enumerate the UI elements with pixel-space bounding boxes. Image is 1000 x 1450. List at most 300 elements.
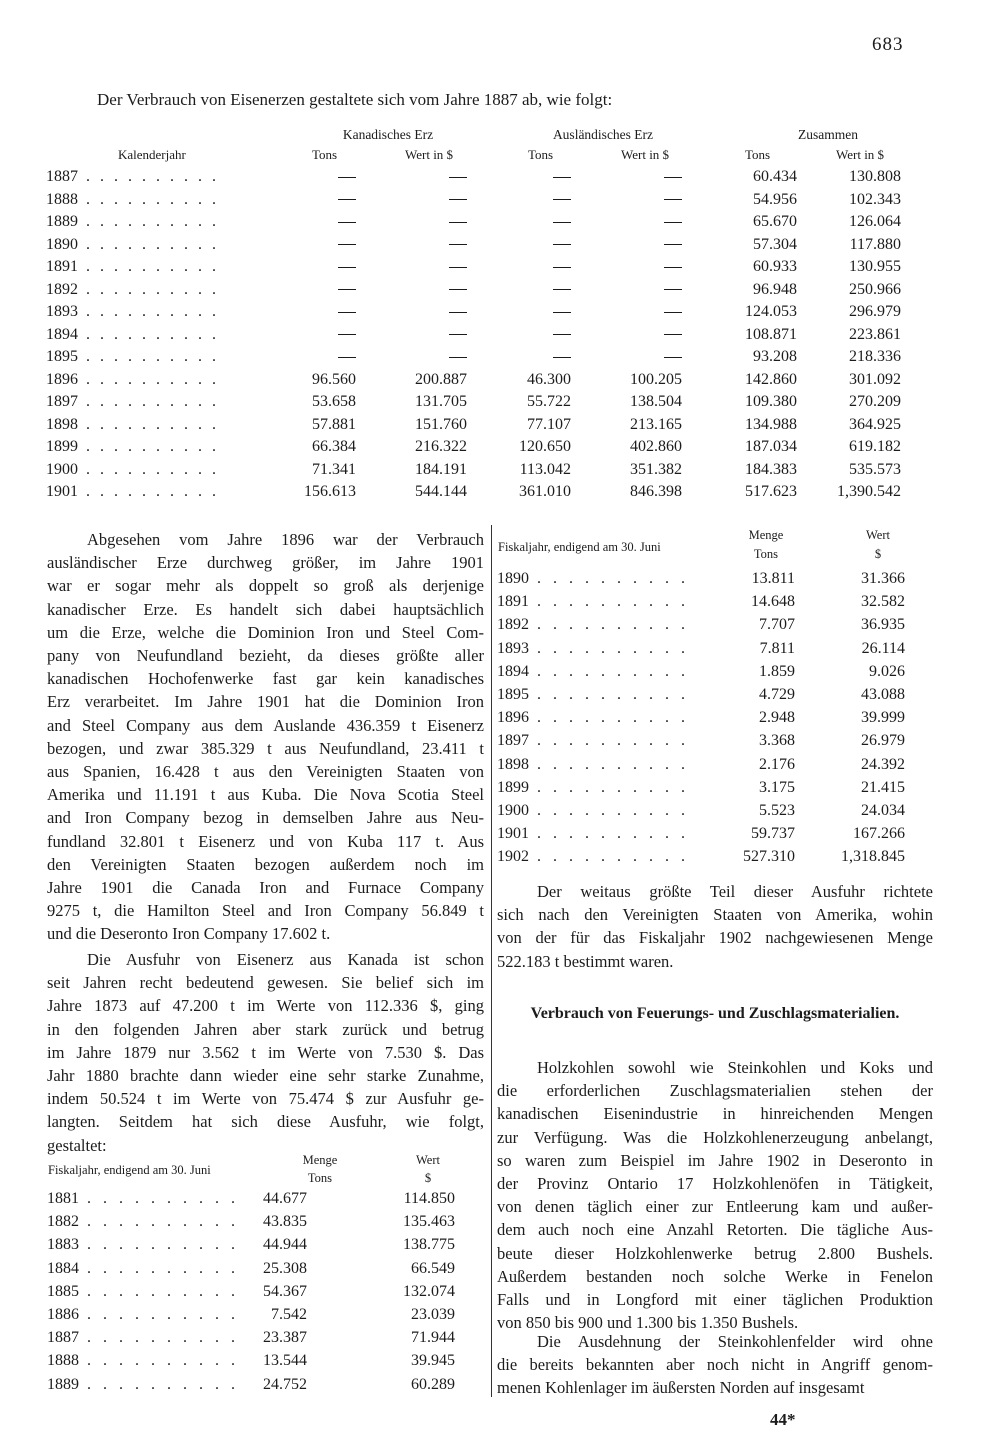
value-cell: 846.398 <box>630 483 682 500</box>
text-line: zur Verfügung. Was die Holzkohlenerzeugung anbelangt, <box>497 1127 933 1147</box>
text-line: in den folgenden Jahren aber stark zurück und betrug <box>47 1019 484 1039</box>
dot-leader: . . . . . . . . . . <box>87 1352 239 1370</box>
table-row <box>46 168 926 191</box>
dot-leader: . . . . . . . . . . <box>87 1329 239 1347</box>
value-cell: 364.925 <box>849 415 901 433</box>
tons-cell: 4.729 <box>759 685 795 703</box>
value-cell: 23.039 <box>411 1305 455 1323</box>
tons-cell: 43.835 <box>263 1213 307 1231</box>
table-row <box>497 616 907 639</box>
text-line: war er sogar mehr als doppelt so groß als derjenige <box>47 576 484 596</box>
value-cell: 66.384 <box>312 438 356 455</box>
empty-cell-dash <box>449 236 467 254</box>
dot-leader: . . . . . . . . . . <box>86 280 219 298</box>
dot-leader: . . . . . . . . . . <box>86 460 219 478</box>
value-cell: 109.380 <box>745 393 797 410</box>
empty-cell-dash <box>449 168 467 186</box>
dot-leader: . . . . . . . . . . <box>537 755 689 773</box>
value-cell: 32.582 <box>861 593 905 611</box>
table2-header-menge: Menge <box>302 1153 338 1167</box>
year-cell: 1886 <box>47 1305 79 1323</box>
table-row <box>46 191 926 214</box>
header-value-total: Wert in $ <box>836 147 885 162</box>
text-line: Amerika und 11.191 t aus Kuba. Die Nova Scotia Steel <box>47 785 484 805</box>
value-cell: 113.042 <box>519 460 571 478</box>
header-canadian: Kanadisches Erz <box>342 127 434 142</box>
tons-cell: 44.677 <box>263 1190 307 1207</box>
dot-leader: . . . . . . . . . . <box>86 393 219 410</box>
text-line: so waren zum Beispiel im Jahre 1902 in Deseronto in <box>497 1150 933 1170</box>
text-line: gestaltet: <box>47 1135 107 1155</box>
dot-leader: . . . . . . . . . . <box>86 370 219 388</box>
text-line: und die Deseronto Iron Company 17.602 t. <box>47 924 331 944</box>
dot-leader: . . . . . . . . . . <box>86 325 219 343</box>
dot-leader: . . . . . . . . . . <box>537 825 689 843</box>
table3-body <box>497 570 907 871</box>
tons-cell: 13.544 <box>263 1352 307 1370</box>
value-cell: 39.945 <box>411 1352 455 1370</box>
dot-leader: . . . . . . . . . . <box>537 732 689 750</box>
value-cell: 124.053 <box>745 303 797 320</box>
dot-leader: . . . . . . . . . . <box>537 709 689 727</box>
dot-leader: . . . . . . . . . . <box>87 1236 239 1254</box>
tons-cell: 54.367 <box>263 1282 307 1300</box>
year-cell: 1888 <box>47 1352 79 1370</box>
year-cell: 1901 <box>497 825 529 843</box>
empty-cell-dash <box>338 348 356 366</box>
value-cell: 402.860 <box>630 438 682 455</box>
year-cell: 1896 <box>46 370 78 388</box>
dot-leader: . . . . . . . . . . <box>87 1375 239 1393</box>
year-cell: 1900 <box>46 460 78 478</box>
value-cell: 43.088 <box>861 685 905 703</box>
tons-cell: 2.948 <box>759 709 795 727</box>
year-cell: 1900 <box>497 801 529 819</box>
empty-cell-dash <box>449 213 467 231</box>
table-row <box>46 438 926 461</box>
tons-cell: 14.648 <box>751 593 795 611</box>
empty-cell-dash <box>553 168 571 186</box>
table-row <box>46 236 926 259</box>
dot-leader: . . . . . . . . . . <box>537 639 689 657</box>
value-cell: 31.366 <box>861 570 905 587</box>
year-cell: 1901 <box>46 483 78 500</box>
dot-leader: . . . . . . . . . . <box>87 1305 239 1323</box>
dot-leader: . . . . . . . . . . <box>86 168 219 185</box>
text-line: indem 50.524 t im Werte von 75.474 $ zur Ausfuhr ge- <box>47 1089 484 1109</box>
dot-leader: . . . . . . . . . . <box>87 1190 239 1207</box>
table3-header-tons: Tons <box>753 547 779 561</box>
text-line: von denen täglich einer zur Entleerung kam und außer- <box>497 1197 933 1217</box>
value-cell: 71.944 <box>411 1329 455 1347</box>
dot-leader: . . . . . . . . . . <box>537 616 689 634</box>
table-row <box>47 1376 467 1399</box>
table-row <box>47 1329 467 1352</box>
text-line: langten. Seitdem hat sich diese Ausfuhr, wie folgt, <box>47 1112 484 1132</box>
text-line: 9275 t, die Hamilton Steel and Iron Company 56.849 t <box>47 901 484 921</box>
header-value-canadian: Wert in $ <box>405 147 454 162</box>
text-line: Die Ausfuhr von Eisenerz aus Kanada ist schon <box>87 950 484 969</box>
table-row <box>46 371 926 394</box>
dot-leader: . . . . . . . . . . <box>86 348 219 365</box>
year-cell: 1889 <box>47 1375 79 1393</box>
dot-leader: . . . . . . . . . . <box>537 685 689 703</box>
table2-header-tons: Tons <box>307 1171 333 1185</box>
text-line: sich nach den Vereinigten Staaten von Amerika, wohin <box>497 905 933 925</box>
empty-cell-dash <box>664 326 682 344</box>
header-tons-total: Tons <box>745 147 771 162</box>
intro-sentence: Der Verbrauch von Eisenerzen gestaltete sich vom Jahre 1887 ab, wie folgt: <box>97 90 613 109</box>
empty-cell-dash <box>664 213 682 231</box>
text-line: aus Spanien, 16.428 t aus den Vereinigten Staaten von <box>47 762 484 782</box>
value-cell: 102.343 <box>849 190 901 208</box>
text-line: Holzkohlen sowohl wie Steinkohlen und Koks und <box>537 1058 933 1077</box>
text-line: and Steel Company aus dem Auslande 436.359 t Eisenerz <box>47 715 484 735</box>
value-cell: 21.415 <box>861 778 905 796</box>
table-row <box>47 1260 467 1283</box>
tons-cell: 527.310 <box>743 848 795 866</box>
year-cell: 1891 <box>46 258 78 275</box>
value-cell: 65.670 <box>753 213 797 230</box>
right-paragraph-1 <box>497 880 933 973</box>
empty-cell-dash <box>338 258 356 276</box>
year-cell: 1884 <box>47 1259 79 1277</box>
text-line: kanadischen Hochofenwerke fast gar kein kanadisches <box>47 669 484 689</box>
dot-leader: . . . . . . . . . . <box>537 801 689 819</box>
table-row <box>497 570 907 593</box>
table-row <box>47 1283 467 1306</box>
value-cell: 71.341 <box>312 460 356 478</box>
table3-header-unit: $ <box>874 547 882 561</box>
empty-cell-dash <box>553 303 571 321</box>
empty-cell-dash <box>553 213 571 231</box>
header-tons-canadian: Tons <box>312 147 338 162</box>
year-cell: 1899 <box>497 778 529 796</box>
empty-cell-dash <box>338 236 356 254</box>
value-cell: 54.956 <box>753 190 797 208</box>
empty-cell-dash <box>553 326 571 344</box>
year-cell: 1896 <box>497 709 529 727</box>
text-line: ausländischer Erze durchweg größer, im Jahre 1901 <box>47 553 484 573</box>
year-cell: 1902 <box>497 848 529 866</box>
empty-cell-dash <box>553 236 571 254</box>
value-cell: 138.504 <box>630 393 682 410</box>
text-line: Erz verarbeitet. Im Jahre 1901 hat die Dominion Iron <box>47 692 484 712</box>
year-cell: 1882 <box>47 1213 79 1231</box>
table2-header-wert: Wert <box>416 1153 440 1167</box>
empty-cell-dash <box>664 348 682 366</box>
tons-cell: 2.176 <box>759 755 795 773</box>
table-row <box>46 348 926 371</box>
table3-header-fiscal: Fiskaljahr, endigend am 30. Juni <box>498 540 661 554</box>
empty-cell-dash <box>338 281 356 299</box>
year-cell: 1893 <box>46 303 78 320</box>
value-cell: 1,318.845 <box>841 848 905 866</box>
text-line: der Provinz Ontario 17 Holzkohlenöfen in Tätigkeit, <box>497 1174 933 1194</box>
header-tons-foreign: Tons <box>528 147 554 162</box>
empty-cell-dash <box>664 191 682 209</box>
value-cell: 93.208 <box>753 348 797 365</box>
tons-cell: 1.859 <box>759 662 795 680</box>
year-cell: 1898 <box>46 415 78 433</box>
text-line: Jahre 1873 auf 47.200 t im Werte von 112.336 $, ging <box>47 996 484 1016</box>
table-row <box>497 709 907 732</box>
page-number: 683 <box>872 34 904 55</box>
value-cell: 100.205 <box>630 370 682 388</box>
table-row <box>46 393 926 416</box>
value-cell: 120.650 <box>519 438 571 455</box>
value-cell: 26.114 <box>861 639 905 657</box>
text-line: dem auch noch eine Anzahl Retorten. Die tägliche Aus- <box>497 1220 933 1240</box>
table1-body <box>46 168 926 506</box>
tons-cell: 7.811 <box>759 639 795 657</box>
empty-cell-dash <box>338 213 356 231</box>
value-cell: 134.988 <box>745 415 797 433</box>
text-line: von 850 bis 900 und 1.300 bis 1.350 Bushels. <box>497 1313 799 1333</box>
value-cell: 213.165 <box>630 415 682 433</box>
empty-cell-dash <box>664 303 682 321</box>
empty-cell-dash <box>338 326 356 344</box>
year-cell: 1888 <box>46 190 78 208</box>
year-cell: 1883 <box>47 1236 79 1254</box>
table-row <box>497 756 907 779</box>
table3-header-wert: Wert <box>866 528 890 542</box>
year-cell: 1894 <box>497 662 529 680</box>
text-line: menen Kohlenlager im äußersten Norden auf insgesamt <box>497 1378 865 1398</box>
value-cell: 96.560 <box>312 370 356 388</box>
value-cell: 142.860 <box>745 370 797 388</box>
value-cell: 270.209 <box>849 393 901 410</box>
value-cell: 132.074 <box>403 1282 455 1300</box>
dot-leader: . . . . . . . . . . <box>87 1213 239 1231</box>
value-cell: 57.881 <box>312 415 356 433</box>
value-cell: 55.722 <box>527 393 571 410</box>
value-cell: 151.760 <box>415 415 467 433</box>
tons-cell: 5.523 <box>759 801 795 819</box>
value-cell: 130.808 <box>849 168 901 185</box>
tons-cell: 23.387 <box>263 1329 307 1347</box>
table-row <box>46 326 926 349</box>
value-cell: 535.573 <box>849 460 901 478</box>
header-calendar-year: Kalenderjahr <box>118 147 186 162</box>
text-line: 522.183 t bestimmt waren. <box>497 951 674 971</box>
year-cell: 1887 <box>46 168 78 185</box>
year-cell: 1891 <box>497 593 529 611</box>
year-cell: 1885 <box>47 1282 79 1300</box>
table2-header-fiscal: Fiskaljahr, endigend am 30. Juni <box>48 1163 211 1177</box>
dot-leader: . . . . . . . . . . <box>86 483 219 500</box>
value-cell: 26.979 <box>861 732 905 750</box>
value-cell: 53.658 <box>312 393 356 410</box>
text-line: Abgesehen vom Jahre 1896 war der Verbrauch <box>87 530 484 549</box>
value-cell: 24.392 <box>861 755 905 773</box>
dot-leader: . . . . . . . . . . <box>537 593 689 611</box>
tons-cell: 7.707 <box>759 616 795 634</box>
table3-header-menge: Menge <box>748 528 784 542</box>
empty-cell-dash <box>449 303 467 321</box>
table-row <box>46 213 926 236</box>
year-cell: 1895 <box>46 348 78 365</box>
empty-cell-dash <box>664 168 682 186</box>
table-row <box>47 1190 467 1213</box>
text-line: Außerdem bestanden noch solche Werke in Fenelon <box>497 1266 933 1286</box>
value-cell: 60.434 <box>753 168 797 185</box>
text-line: bezogen, und zwar 385.329 t aus Neufundland, 23.411 t <box>47 738 484 758</box>
table-row <box>47 1213 467 1236</box>
dot-leader: . . . . . . . . . . <box>87 1259 239 1277</box>
empty-cell-dash <box>553 258 571 276</box>
table-row <box>497 732 907 755</box>
dot-leader: . . . . . . . . . . <box>86 303 219 320</box>
text-line: im Jahre 1879 nur 3.562 t im Werte von 7.530 $. Das <box>47 1042 484 1062</box>
empty-cell-dash <box>449 191 467 209</box>
table-row <box>46 416 926 439</box>
value-cell: 184.191 <box>415 460 467 478</box>
value-cell: 96.948 <box>753 280 797 298</box>
value-cell: 351.382 <box>630 460 682 478</box>
text-line: von der für das Fiskaljahr 1902 nachgewiesenen Menge <box>497 928 933 948</box>
dot-leader: . . . . . . . . . . <box>86 235 219 253</box>
value-cell: 36.935 <box>861 616 905 634</box>
header-value-foreign: Wert in $ <box>621 147 670 162</box>
tons-cell: 3.368 <box>759 732 795 750</box>
text-line: die erforderlichen Zuschlagsmaterialien stehen der <box>497 1081 933 1101</box>
value-cell: 619.182 <box>849 438 901 455</box>
year-cell: 1894 <box>46 325 78 343</box>
value-cell: 39.999 <box>861 709 905 727</box>
empty-cell-dash <box>338 168 356 186</box>
value-cell: 167.266 <box>853 825 905 843</box>
dot-leader: . . . . . . . . . . <box>86 213 219 230</box>
year-cell: 1895 <box>497 685 529 703</box>
text-line: kanadischen Eisenindustrie in hinreichenden Mengen <box>497 1104 933 1124</box>
value-cell: 131.705 <box>415 393 467 410</box>
text-line: fundland 32.801 t Eisenerz und von Kuba 117 t. Aus <box>47 831 484 851</box>
year-cell: 1887 <box>47 1329 79 1347</box>
value-cell: 130.955 <box>849 258 901 275</box>
value-cell: 301.092 <box>849 370 901 388</box>
year-cell: 1892 <box>497 616 529 634</box>
empty-cell-dash <box>664 236 682 254</box>
value-cell: 1,390.542 <box>837 483 901 500</box>
table-row <box>46 281 926 304</box>
tons-cell: 59.737 <box>751 825 795 843</box>
year-cell: 1889 <box>46 213 78 230</box>
value-cell: 135.463 <box>403 1213 455 1231</box>
value-cell: 117.880 <box>849 235 901 253</box>
table2-header-unit: $ <box>424 1171 432 1185</box>
table-row <box>46 258 926 281</box>
text-line: Die Ausdehnung der Steinkohlenfelder wird ohne <box>537 1332 933 1351</box>
value-cell: 114.850 <box>403 1190 455 1207</box>
empty-cell-dash <box>449 258 467 276</box>
table-row <box>497 663 907 686</box>
empty-cell-dash <box>553 281 571 299</box>
table-row <box>47 1236 467 1259</box>
value-cell: 218.336 <box>849 348 901 365</box>
section-heading: Verbrauch von Feuerungs- und Zuschlagsmaterialien. <box>530 1005 900 1022</box>
value-cell: 216.322 <box>415 438 467 455</box>
dot-leader: . . . . . . . . . . <box>537 848 689 866</box>
value-cell: 544.144 <box>415 483 467 500</box>
year-cell: 1890 <box>46 235 78 253</box>
year-cell: 1890 <box>497 570 529 587</box>
empty-cell-dash <box>449 281 467 299</box>
tons-cell: 3.175 <box>759 778 795 796</box>
right-paragraph-2 <box>497 1056 933 1334</box>
value-cell: 9.026 <box>869 662 905 680</box>
text-line: den Vereinigten Staaten bezogen außerdem noch im <box>47 854 484 874</box>
table-row <box>497 779 907 802</box>
header-total: Zusammen <box>798 127 858 142</box>
value-cell: 66.549 <box>411 1259 455 1277</box>
dot-leader: . . . . . . . . . . <box>86 190 219 208</box>
value-cell: 57.304 <box>753 235 797 253</box>
text-line: beute dieser Holzkohlenwerke betrug 2.800 Bushels. <box>497 1243 933 1263</box>
table-row <box>46 461 926 484</box>
text-line: kanadischer Erze. Es handelt sich dabei hauptsächlich <box>47 599 484 619</box>
year-cell: 1899 <box>46 438 78 455</box>
value-cell: 184.383 <box>745 460 797 478</box>
column-divider <box>491 525 492 1397</box>
year-cell: 1897 <box>46 393 78 410</box>
tons-cell: 24.752 <box>263 1375 307 1393</box>
value-cell: 108.871 <box>745 325 797 343</box>
year-cell: 1893 <box>497 639 529 657</box>
value-cell: 126.064 <box>849 213 901 230</box>
value-cell: 250.966 <box>849 280 901 298</box>
table-row <box>497 593 907 616</box>
value-cell: 517.623 <box>745 483 797 500</box>
text-line: and Iron Company bezog in demselben Jahre aus Neu- <box>47 808 484 828</box>
table-row <box>497 640 907 663</box>
value-cell: 60.289 <box>411 1375 455 1393</box>
tons-cell: 44.944 <box>263 1236 307 1254</box>
tons-cell: 25.308 <box>263 1259 307 1277</box>
text-line: Jahr 1880 brachte dann wieder eine sehr starke Zunahme, <box>47 1066 484 1086</box>
text-line: um die Erze, welche die Dominion Iron und Steel Com- <box>47 622 484 642</box>
empty-cell-dash <box>338 191 356 209</box>
dot-leader: . . . . . . . . . . <box>87 1282 239 1300</box>
year-cell: 1892 <box>46 280 78 298</box>
value-cell: 187.034 <box>745 438 797 455</box>
dot-leader: . . . . . . . . . . <box>537 662 689 680</box>
table-row <box>47 1352 467 1375</box>
table-row <box>46 483 926 506</box>
empty-cell-dash <box>553 191 571 209</box>
value-cell: 200.887 <box>415 370 467 388</box>
dot-leader: . . . . . . . . . . <box>86 438 219 455</box>
text-line: Jahre 1901 die Canada Iron and Furnace Company <box>47 878 484 898</box>
tons-cell: 7.542 <box>271 1305 307 1323</box>
text-line: Der weitaus größte Teil dieser Ausfuhr richtete <box>537 882 933 901</box>
year-cell: 1881 <box>47 1190 79 1207</box>
header-foreign: Ausländisches Erz <box>552 127 654 142</box>
left-paragraph-2 <box>47 948 484 1157</box>
value-cell: 46.300 <box>527 370 571 388</box>
value-cell: 361.010 <box>519 483 571 500</box>
table-row <box>497 686 907 709</box>
table-row <box>497 848 907 871</box>
right-paragraph-3 <box>497 1330 933 1400</box>
value-cell: 138.775 <box>403 1236 455 1254</box>
value-cell: 156.613 <box>304 483 356 500</box>
text-line: die bereits bekannten aber noch nicht in Angriff genom- <box>497 1355 933 1375</box>
empty-cell-dash <box>449 326 467 344</box>
text-line: seit Jahren recht bedeutend gewesen. Sie belief sich im <box>47 973 484 993</box>
left-paragraph-1 <box>47 528 484 946</box>
dot-leader: . . . . . . . . . . <box>86 415 219 433</box>
